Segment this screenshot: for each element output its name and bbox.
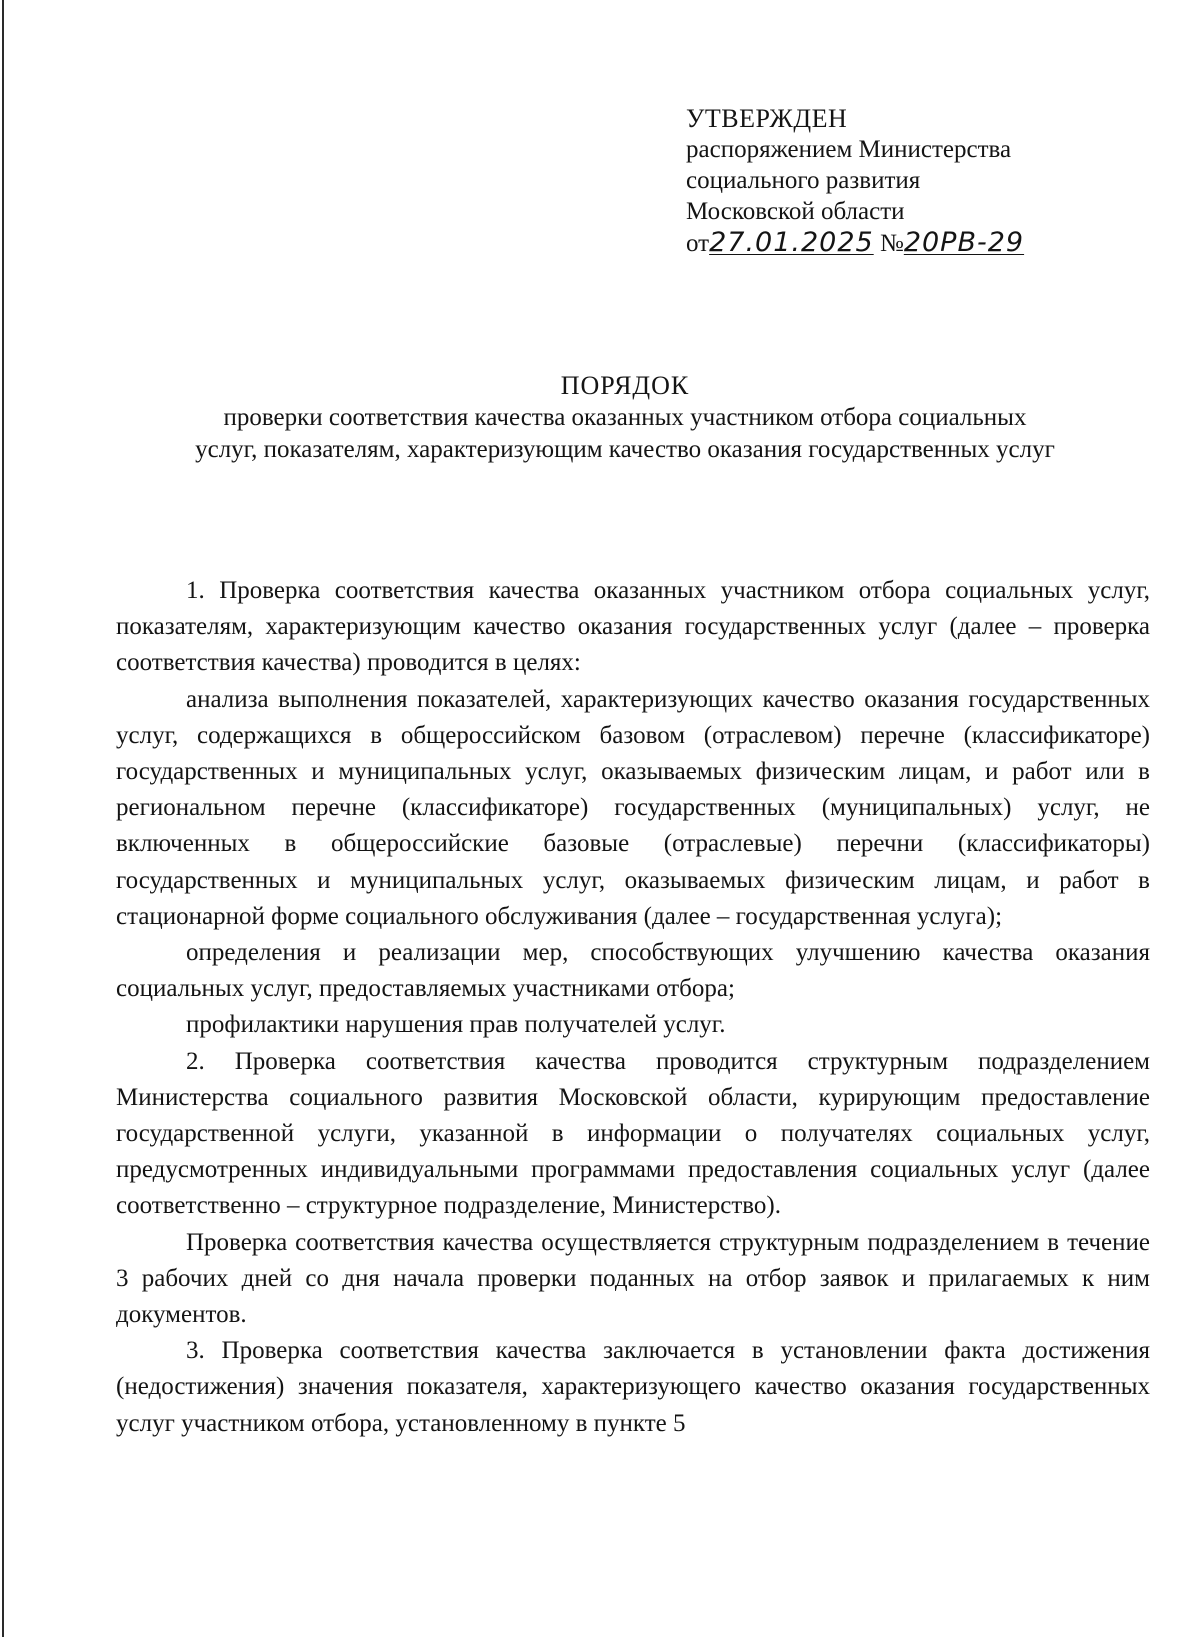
handwritten-number: 20РВ-29 bbox=[903, 227, 1025, 258]
document-subtitle-line-1: проверки соответствия качества оказанных участником отбора социальных bbox=[223, 404, 1027, 431]
approval-line-2: социального развития bbox=[686, 167, 921, 194]
number-prefix: № bbox=[879, 230, 904, 257]
scan-edge-line bbox=[2, 0, 4, 1637]
document-title-block bbox=[110, 370, 1140, 466]
document-body bbox=[116, 573, 1150, 1442]
paragraph: профилактики нарушения прав получателей услуг. bbox=[186, 1011, 726, 1039]
approval-line-1: распоряжением Министерства bbox=[686, 136, 1012, 163]
paragraph: 1. Проверка соответствия качества оказанных участником отбора социальных услуг, показателям, характеризующим качество оказания государственных услуг (далее – проверка соответствия качества) проводится в целях: bbox=[116, 577, 1150, 677]
approval-line-3: Московской области bbox=[686, 198, 905, 225]
approval-header: УТВЕРЖДЕН bbox=[686, 104, 848, 133]
paragraph: определения и реализации мер, способствующих улучшению качества оказания социальных услуг, предоставляемых участниками отбора; bbox=[116, 939, 1150, 1003]
paragraph: 2. Проверка соответствия качества проводится структурным подразделением Министерства социального развития Московской области, курирующим предоставление государственной услуги, указанной в информации о получателях социальных услуг, предусмотренных индивидуальными программами предоставления социальных услуг (далее соответственно – структурное подразделение, Министерство). bbox=[116, 1047, 1150, 1220]
approval-date-line bbox=[686, 227, 1156, 259]
document-subtitle-line-2: услуг, показателям, характеризующим качество оказания государственных услуг bbox=[195, 436, 1055, 463]
handwritten-date: 27.01.2025 bbox=[709, 227, 874, 258]
paragraph: анализа выполнения показателей, характеризующих качество оказания государственных услуг, содержащихся в общероссийском базовом (отраслевом) перечне (классификаторе) государственных и муниципальных услуг, оказываемых физическим лицам, и работ или в региональном перечне (классификаторе) государственных (муниципальных) услуг, не включенных в общероссийские базовые (отраслевые) перечни (классификаторы) государственных и муниципальных услуг, оказываемых физическим лицам, и работ в стационарной форме социального обслуживания (далее – государственная услуга); bbox=[116, 685, 1150, 930]
paragraph: 3. Проверка соответствия качества заключается в установлении факта достижения (недостижения) значения показателя, характеризующего качество оказания государственных услуг участником отбора, установленному в пункте 5 bbox=[116, 1337, 1150, 1437]
approval-stamp-block bbox=[686, 103, 1156, 259]
document-title: ПОРЯДОК bbox=[560, 371, 690, 400]
date-prefix: от bbox=[686, 230, 710, 257]
paragraph: Проверка соответствия качества осуществляется структурным подразделением в течение 3 рабочих дней со дня начала проверки поданных на отбор заявок и прилагаемых к ним документов. bbox=[116, 1228, 1150, 1329]
